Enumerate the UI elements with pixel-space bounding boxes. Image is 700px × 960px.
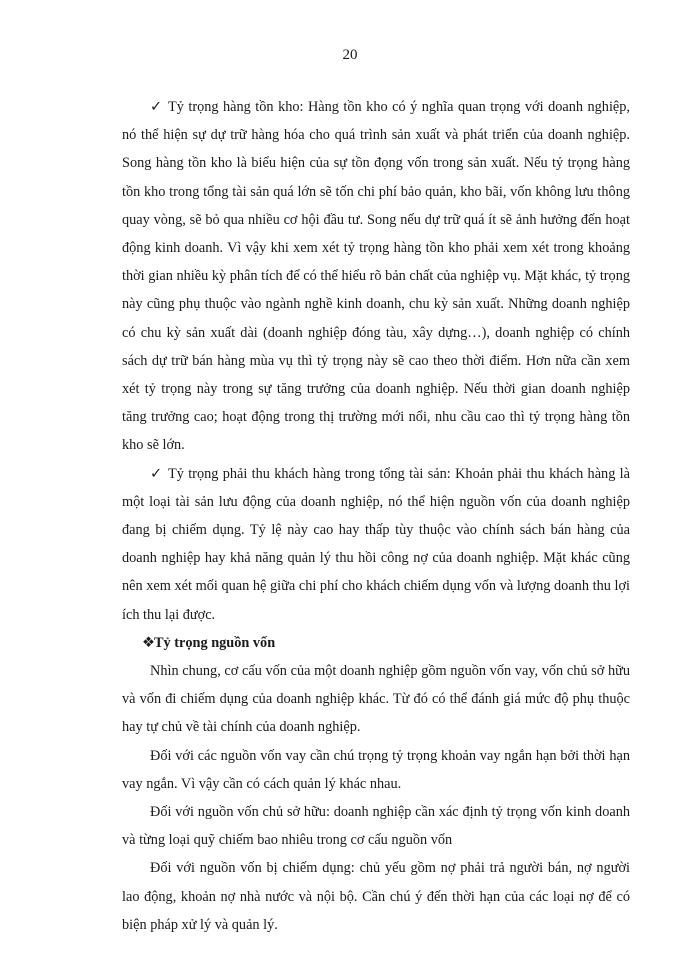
paragraph-text: Tỷ trọng hàng tồn kho: Hàng tồn kho có ý nghĩa quan trọng với doanh nghiệp, nó thể hiện sự dự trữ hàng hóa cho quá trình sản xuất và phát triển của doanh nghiệp. Song hàng tồn kho là biểu hiện của sự tồn đọng vốn trong sản xuất. Nếu tỷ trọng hàng tồn kho trong tổng tài sản quá lớn sẽ tốn chi phí bảo quản, kho bãi, vốn không lưu thông quay vòng, sẽ bỏ qua nhiều cơ hội đầu tư. Song nếu dự trữ quá ít sẽ ảnh hưởng đến hoạt động kinh doanh. Vì vậy khi xem xét tỷ trọng hàng tồn kho phải xem xét trong khoảng thời gian nhiều kỳ phân tích để có thể hiểu rõ bản chất của nghiệp vụ. Mặt khác, tỷ trọng này cũng phụ thuộc vào ngành nghề kinh doanh, chu kỳ sản xuất. Những doanh nghiệp có chu kỳ sản xuất dài (doanh nghiệp đóng tàu, xây dựng…), doanh nghiệp có chính sách dự trữ bán hàng mùa vụ thì tỷ trọng này sẽ cao theo thời điểm. Hơn nữa cần xem xét tỷ trọng này trong sự tăng trưởng của doanh nghiệp. Nếu thời gian doanh nghiệp tăng trưởng cao; hoạt động trong thị trường mới nổi, nhu cầu cao thì tỷ trọng hàng tồn kho sẽ lớn. <box>122 99 630 454</box>
page-number: 20 <box>342 47 358 63</box>
checkmark-icon: ✓ <box>150 465 162 482</box>
paragraph-owner-equity: Đối với nguồn vốn chủ sở hữu: doanh nghiệp cần xác định tỷ trọng vốn kinh doanh và từng loại quỹ chiếm bao nhiêu trong cơ cấu nguồn vốn <box>122 804 630 849</box>
paragraph-receivables-ratio <box>122 460 630 629</box>
document-body <box>122 93 630 939</box>
paragraph-inventory-ratio <box>122 93 630 460</box>
checkmark-icon: ✓ <box>150 99 162 115</box>
diamond-bullet-icon: ❖ <box>142 634 155 651</box>
section-heading-text: Tỷ trọng nguồn vốn <box>154 634 276 651</box>
paragraph-appropriated-capital: Đối với nguồn vốn bị chiếm dụng: chủ yếu gồm nợ phải trả người bán, nợ người lao động, khoản nợ nhà nước và nội bộ. Cần chú ý đến thời hạn của các loại nợ để có biện pháp xử lý và quản lý. <box>122 860 630 933</box>
paragraph-borrowed-capital: Đối với các nguồn vốn vay cần chú trọng tỷ trọng khoản vay ngắn hạn bởi thời hạn vay ngắn. Vì vậy cần có cách quản lý khác nhau. <box>122 747 630 792</box>
paragraph-capital-structure: Nhìn chung, cơ cấu vốn của một doanh nghiệp gồm nguồn vốn vay, vốn chủ sở hữu và vốn đi chiếm dụng của doanh nghiệp khác. Từ đó có thể đánh giá mức độ phụ thuộc hay tự chủ về tài chính của doanh nghiệp. <box>122 663 630 736</box>
paragraph-text: Tỷ trọng phải thu khách hàng trong tổng tài sản: Khoản phải thu khách hàng là một loại tài sản lưu động của doanh nghiệp, nó thể hiện nguồn vốn của doanh nghiệp đang bị chiếm dụng. Tỷ lệ này cao hay thấp tùy thuộc vào chính sách bán hàng của doanh nghiệp hay khả năng quản lý thu hồi công nợ của doanh nghiệp. Mặt khác cũng nên xem xét mối quan hệ giữa chi phí cho khách chiếm dụng vốn và lượng doanh thu lợi ích thu lại được. <box>122 465 630 623</box>
section-heading <box>122 629 630 657</box>
